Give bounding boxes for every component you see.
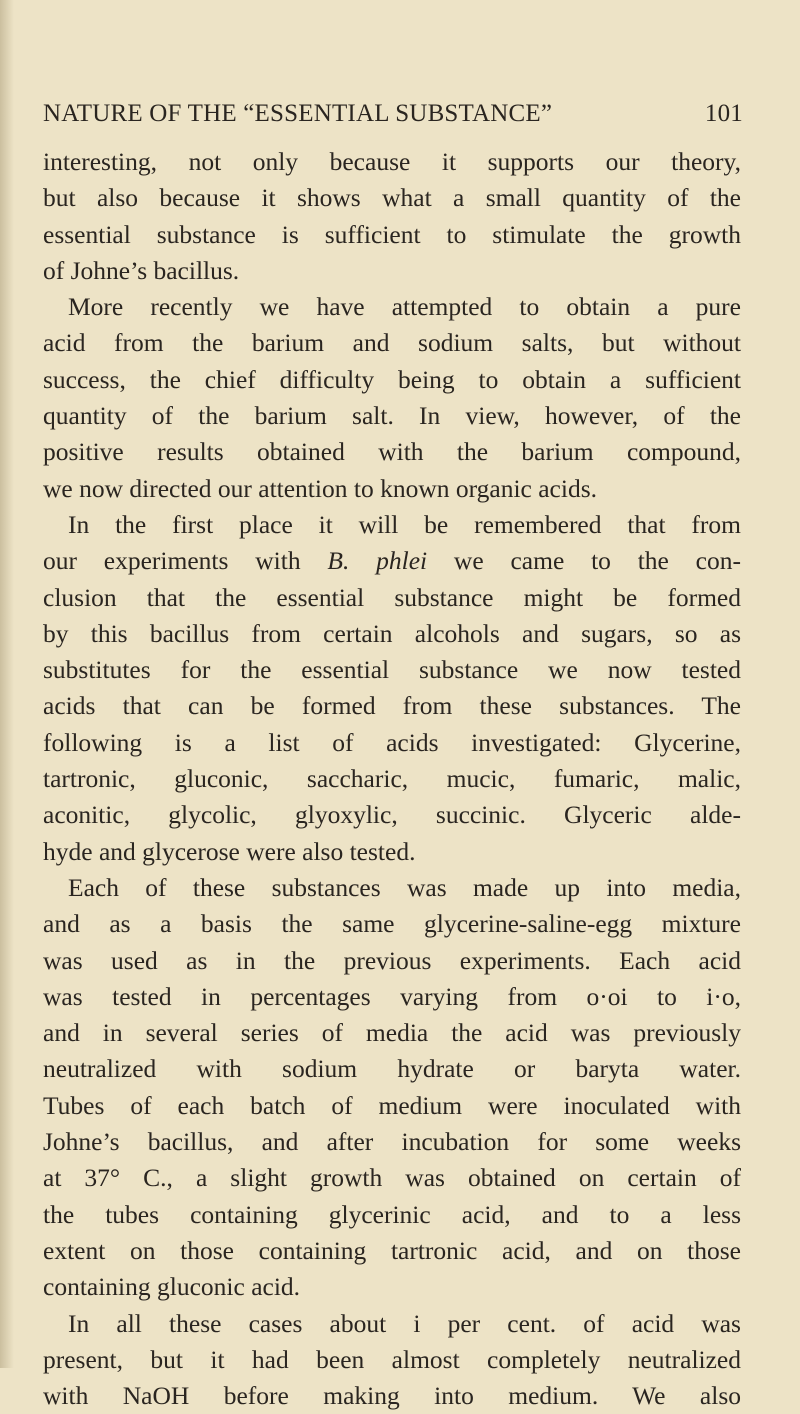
text-line: with NaOH before making into medium. We also [43,1381,741,1411]
text-line: Tubes of each batch of medium were inoculated with [43,1090,741,1120]
text-line: aconitic, glycolic, glyoxylic, succinic. Glyceric alde- [43,800,741,830]
text-line: the tubes containing glycerinic acid, and to a less [43,1199,741,1229]
running-title: NATURE OF THE “ESSENTIAL SUBSTANCE” [43,100,553,127]
paragraph-start-line: Each of these substances was made up into media, [68,872,741,902]
text-line: but also because it shows what a small quantity of the [43,183,741,213]
text-line: of Johne’s bacillus. [43,255,240,285]
text-line: was used as in the previous experiments. Each acid [43,945,741,975]
text-line: essential substance is sufficient to stimulate the growth [43,219,741,249]
body-text [43,144,741,1414]
line-segment: we came to the con- [427,546,741,576]
text-line: extent on those containing tartronic acid, and on those [43,1235,741,1265]
paragraph-start-line: In all these cases about i per cent. of acid was [68,1308,741,1338]
text-line: Johne’s bacillus, and after incubation for some weeks [43,1127,741,1157]
text-line: success, the chief difficulty being to obtain a sufficient [43,364,741,394]
running-header [43,100,743,140]
line-segment: our experiments with [43,546,328,576]
text-line: substitutes for the essential substance we now tested [43,655,741,685]
text-line: following is a list of acids investigated: Glycerine, [43,727,741,757]
text-line: positive results obtained with the barium compound, [43,437,741,467]
text-line: acids that can be formed from these substances. The [43,691,741,721]
text-line: tartronic, gluconic, saccharic, mucic, fumaric, malic, [43,764,741,794]
text-line: present, but it had been almost completely neutralized [43,1344,741,1374]
text-line: containing gluconic acid. [43,1272,301,1302]
text-line: and as a basis the same glycerine-saline-egg mixture [43,909,741,939]
text-line: hyde and glycerose were also tested. [43,836,416,866]
text-line: we now directed our attention to known organic acids. [43,473,598,503]
species-name: B. phlei [327,546,428,576]
paragraph-start-line: In the first place it will be remembered that from [68,509,741,539]
paragraph-start-line: More recently we have attempted to obtain a pure [68,292,741,322]
page-number: 101 [704,100,743,127]
page-edge-shadow [0,0,14,1368]
text-line: by this bacillus from certain alcohols and sugars, so as [43,618,741,648]
text-line: at 37° C., a slight growth was obtained on certain of [43,1163,741,1193]
text-line: interesting, not only because it supports our theory, [43,147,741,176]
text-line: and in several series of media the acid was previously [43,1018,741,1048]
text-line: acid from the barium and sodium salts, but without [43,328,741,358]
text-line: quantity of the barium salt. In view, however, of the [43,401,741,431]
text-line: neutralized with sodium hydrate or baryta water. [43,1054,741,1084]
text-line: clusion that the essential substance might be formed [43,582,741,612]
text-line-with-italic [43,543,741,579]
text-line: was tested in percentages varying from o·oi to i·o, [43,981,741,1011]
